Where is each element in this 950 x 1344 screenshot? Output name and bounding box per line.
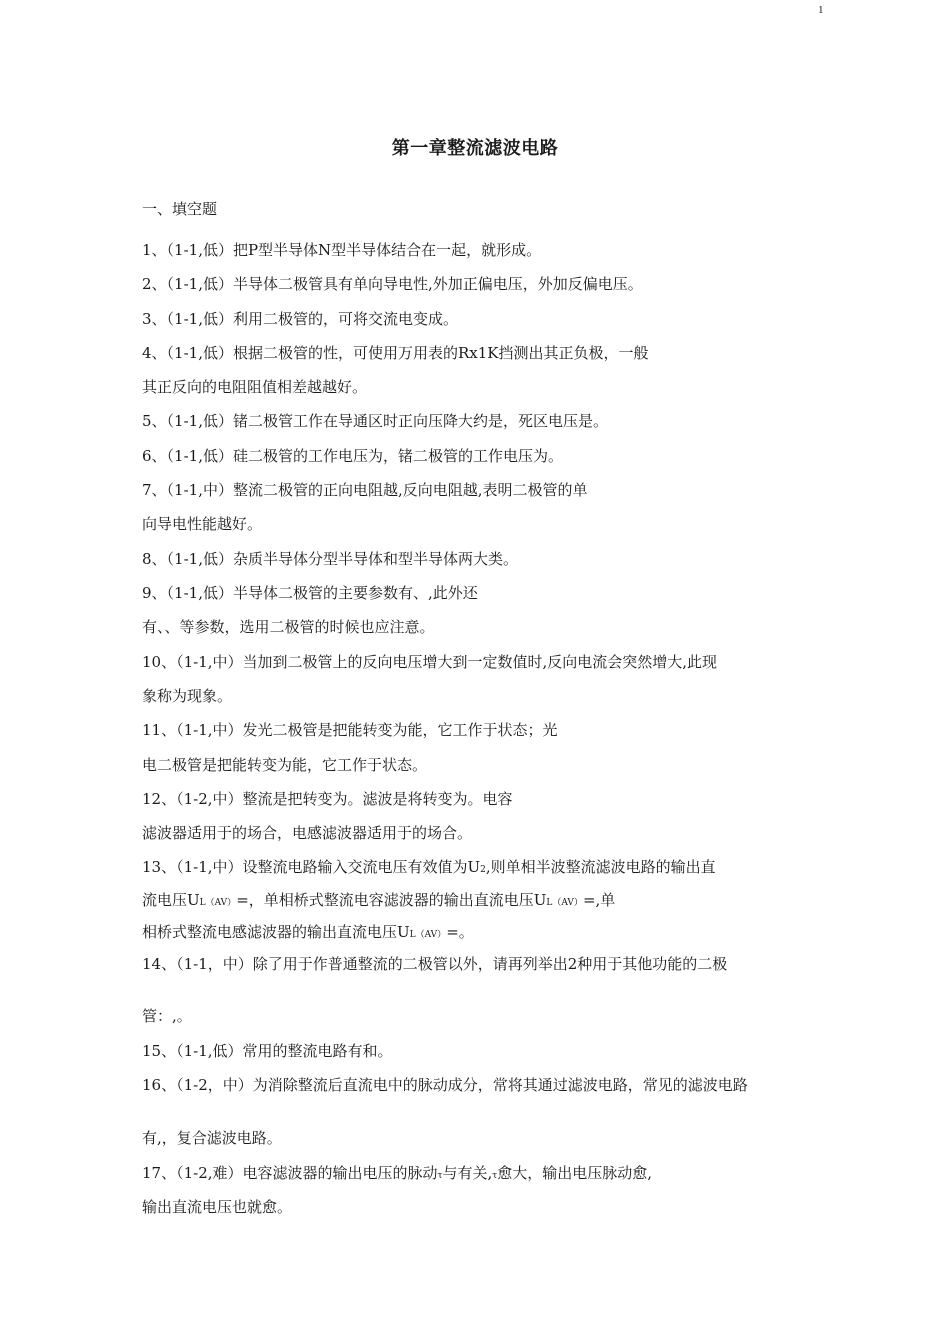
- question-line: 2、（1-1,低）半导体二极管具有单向导电性,外加正偏电压，外加反偏电压。: [142, 275, 643, 293]
- subscript: L（AV）: [199, 898, 237, 908]
- page-number: 1: [818, 4, 824, 16]
- question-line: 7、（1-1,中）整流二极管的正向电阻越,反向电阻越,表明二极管的单: [142, 481, 588, 499]
- text-run: 相桥式整流电感滤波器的输出直流电压U: [142, 923, 410, 941]
- question-line: 有、、等参数，选用二极管的时候也应注意。: [142, 618, 435, 636]
- text-run: =,单: [582, 891, 616, 909]
- question-line: 3、（1-1,低）利用二极管的，可将交流电变成。: [142, 310, 458, 328]
- question-line: 其正反向的电阻阻值相差越越好。: [142, 378, 368, 396]
- question-line: 5、（1-1,低）锗二极管工作在导通区时正向压降大约是，死区电压是。: [142, 412, 608, 430]
- question-line: 4、（1-1,低）根据二极管的性，可使用万用表的Rx1K挡测出其正负极，一般: [142, 344, 649, 362]
- question-line: [142, 1163, 652, 1186]
- text-run: 流电压U: [142, 891, 200, 909]
- question-line: [142, 857, 716, 880]
- question-line: 14、（1-1，中）除了用于作普通整流的二极管以外，请再列举出2种用于其他功能的二极: [142, 955, 728, 973]
- question-line: 8、（1-1,低）杂质半导体分型半导体和型半导体两大类。: [142, 550, 518, 568]
- question-line: 滤波器适用于的场合，电感滤波器适用于的场合。: [142, 824, 473, 842]
- question-line: 电二极管是把能转变为能，它工作于状态。: [142, 756, 428, 774]
- question-line: 12、（1-2,中）整流是把转变为。滤波是将转变为。电容: [142, 790, 513, 808]
- text-run: 13、（1-1,中）设整流电路输入交流电压有效值为U: [142, 858, 481, 876]
- question-line: 10、（1-1,中）当加到二极管上的反向电压增大到一定数值时,反向电流会突然增大,此现: [142, 653, 718, 671]
- tau-symbol: τ: [492, 1171, 498, 1181]
- question-line: 16、（1-2，中）为消除整流后直流电中的脉动成分，常将其通过滤波电路，常见的滤波电路: [142, 1076, 748, 1094]
- tau-symbol: τ: [437, 1171, 443, 1181]
- text-run: =。: [446, 923, 474, 941]
- section-heading: 一、填空题: [142, 200, 218, 218]
- subscript: L（AV）: [546, 898, 583, 908]
- question-line: [142, 890, 615, 913]
- question-line: 管：,。: [142, 1007, 192, 1025]
- question-line: 输出直流电压也就愈。: [142, 1198, 293, 1216]
- subscript: L（AV）: [409, 930, 447, 940]
- question-line: 6、（1-1,低）硅二极管的工作电压为，锗二极管的工作电压为。: [142, 447, 563, 465]
- document-title: 第一章整流滤波电路: [391, 138, 559, 159]
- question-line: 象称为现象。: [142, 687, 233, 705]
- question-line: 15、（1-1,低）常用的整流电路有和。: [142, 1042, 393, 1060]
- question-line: 1、（1-1,低）把P型半导体N型半导体结合在一起，就形成。: [142, 241, 542, 259]
- question-line: [142, 922, 474, 945]
- text-run: =，单相桥式整流电容滤波器的输出直流电压U: [236, 891, 547, 909]
- subscript: 2: [480, 865, 486, 875]
- question-line: 11、（1-1,中）发光二极管是把能转变为能，它工作于状态；光: [142, 721, 558, 739]
- text-run: 愈大，输出电压脉动愈,: [497, 1164, 653, 1182]
- question-line: 9、（1-1,低）半导体二极管的主要参数有、,此外还: [142, 584, 478, 602]
- question-line: 向导电性能越好。: [142, 515, 263, 533]
- text-run: ,则单相半波整流滤波电路的输出直: [485, 858, 716, 876]
- question-line: 有,，复合滤波电路。: [142, 1129, 282, 1147]
- text-run: 17、（1-2,难）电容滤波器的输出电压的脉动: [142, 1164, 438, 1182]
- text-run: 与有关,: [442, 1164, 493, 1182]
